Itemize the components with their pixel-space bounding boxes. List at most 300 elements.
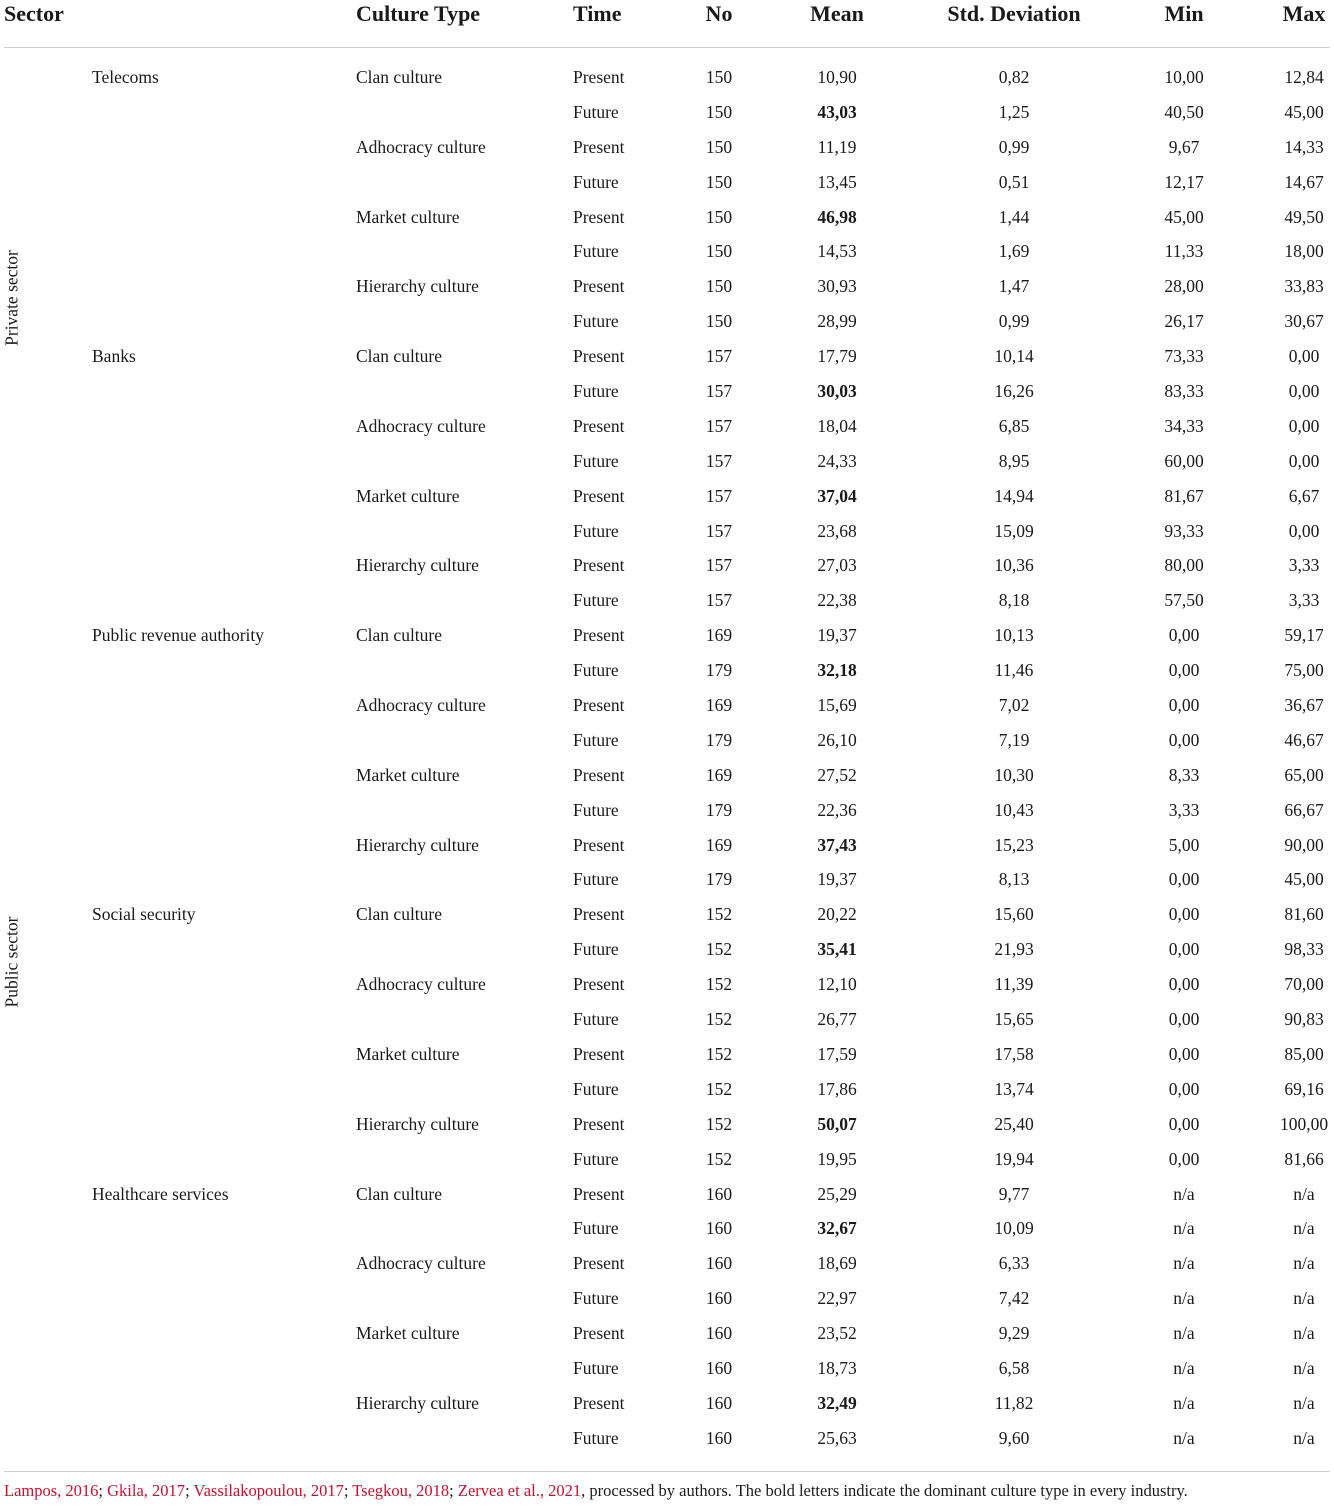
time-cell: Future [573, 1427, 619, 1448]
max-cell: 69,16 [1284, 1078, 1324, 1099]
table-row [0, 1387, 1334, 1422]
std-deviation-cell: 10,14 [994, 346, 1034, 367]
std-deviation-cell: 15,60 [994, 904, 1034, 925]
time-cell: Present [573, 1113, 625, 1134]
max-cell: 65,00 [1284, 764, 1324, 785]
header-divider [4, 47, 1330, 48]
table-row [0, 1108, 1334, 1143]
min-cell: 40,50 [1164, 101, 1204, 122]
culture-type-cell: Market culture [356, 1043, 460, 1064]
culture-type-cell: Market culture [356, 764, 460, 785]
min-cell: 26,17 [1164, 311, 1204, 332]
culture-type-cell: Market culture [356, 1323, 460, 1344]
std-deviation-cell: 19,94 [994, 1148, 1034, 1169]
mean-cell: 18,73 [817, 1357, 857, 1378]
std-deviation-cell: 13,74 [994, 1078, 1034, 1099]
reference-link[interactable]: Gkila, 2017 [107, 1481, 186, 1500]
max-cell: 90,83 [1284, 1009, 1324, 1030]
min-cell: n/a [1173, 1427, 1195, 1448]
table-row [0, 1038, 1334, 1073]
table-row [0, 689, 1334, 724]
table-row [0, 235, 1334, 270]
culture-type-cell: Hierarchy culture [356, 834, 479, 855]
table-row [0, 340, 1334, 375]
min-cell: n/a [1173, 1392, 1195, 1413]
table-row [0, 480, 1334, 515]
std-deviation-cell: 11,82 [994, 1392, 1034, 1413]
footnote-text: , processed by authors. The bold letters indicate the dominant culture type in every industry. [581, 1481, 1188, 1500]
table-row [0, 1317, 1334, 1352]
time-cell: Future [573, 799, 619, 820]
reference-separator: ; [98, 1481, 108, 1500]
no-cell: 157 [705, 381, 733, 402]
reference-separator: ; [449, 1481, 458, 1500]
time-cell: Future [573, 1357, 619, 1378]
std-deviation-cell: 1,69 [998, 241, 1030, 262]
min-cell: 45,00 [1164, 206, 1204, 227]
mean-cell: 37,43 [817, 834, 857, 855]
table-row [0, 724, 1334, 759]
mean-cell: 10,90 [817, 67, 857, 87]
time-cell: Present [573, 206, 625, 227]
max-cell: 66,67 [1284, 799, 1324, 820]
mean-cell: 46,98 [817, 206, 857, 227]
table-row [0, 933, 1334, 968]
std-deviation-cell: 7,42 [998, 1288, 1030, 1309]
mean-cell: 19,95 [817, 1148, 857, 1169]
min-cell: 11,33 [1164, 241, 1204, 262]
std-deviation-cell: 0,51 [998, 171, 1030, 192]
sector-label-private: Private sector [1, 250, 22, 346]
table-row [0, 1073, 1334, 1108]
mean-cell: 27,03 [817, 555, 857, 576]
no-cell: 150 [705, 67, 733, 87]
no-cell: 160 [705, 1288, 733, 1309]
min-cell: 0,00 [1168, 974, 1200, 995]
no-cell: 169 [705, 834, 733, 855]
std-deviation-cell: 1,44 [998, 206, 1030, 227]
no-cell: 152 [705, 1043, 733, 1064]
time-cell: Present [573, 276, 625, 297]
min-cell: 10,00 [1164, 67, 1204, 87]
min-cell: 0,00 [1168, 1113, 1200, 1134]
max-cell: 0,00 [1288, 520, 1320, 541]
max-cell: n/a [1293, 1357, 1315, 1378]
no-cell: 157 [705, 485, 733, 506]
time-cell: Future [573, 381, 619, 402]
mean-cell: 17,86 [817, 1078, 857, 1099]
no-cell: 152 [705, 904, 733, 925]
std-deviation-cell: 9,77 [998, 1183, 1030, 1204]
table-row [0, 863, 1334, 898]
std-deviation-cell: 15,09 [994, 520, 1034, 541]
culture-type-cell: Hierarchy culture [356, 555, 479, 576]
culture-type-cell: Hierarchy culture [356, 276, 479, 297]
std-deviation-cell: 21,93 [994, 939, 1034, 960]
max-cell: 18,00 [1284, 241, 1324, 262]
std-deviation-cell: 0,82 [998, 67, 1030, 87]
max-cell: 0,00 [1288, 346, 1320, 367]
culture-type-cell: Clan culture [356, 904, 443, 925]
table-row [0, 1282, 1334, 1317]
std-deviation-cell: 10,36 [994, 555, 1034, 576]
min-cell: 34,33 [1164, 415, 1204, 436]
time-cell: Future [573, 1078, 619, 1099]
min-cell: n/a [1173, 1357, 1195, 1378]
max-cell: 36,67 [1284, 695, 1324, 716]
max-cell: 49,50 [1284, 206, 1324, 227]
min-cell: 81,67 [1164, 485, 1204, 506]
std-deviation-cell: 25,40 [994, 1113, 1034, 1134]
header-std-deviation: Std. Deviation [947, 1, 1081, 26]
max-cell: n/a [1293, 1183, 1315, 1204]
table-footnote [4, 1481, 1188, 1501]
no-cell: 157 [705, 520, 733, 541]
no-cell: 152 [705, 939, 733, 960]
no-cell: 150 [705, 206, 733, 227]
table-row [0, 549, 1334, 584]
std-deviation-cell: 0,99 [998, 311, 1030, 332]
time-cell: Future [573, 939, 619, 960]
max-cell: 81,60 [1284, 904, 1324, 925]
max-cell: 14,67 [1284, 171, 1324, 192]
max-cell: 12,84 [1284, 67, 1324, 87]
no-cell: 157 [705, 450, 733, 471]
mean-cell: 28,99 [817, 311, 857, 332]
reference-link[interactable]: Vassilakopoulou, 2017 [193, 1481, 344, 1500]
mean-cell: 30,03 [817, 381, 857, 402]
table-row [0, 410, 1334, 445]
no-cell: 152 [705, 974, 733, 995]
min-cell: 8,33 [1168, 764, 1200, 785]
std-deviation-cell: 1,25 [998, 101, 1030, 122]
mean-cell: 22,36 [817, 799, 857, 820]
header-time: Time [573, 1, 622, 26]
min-cell: n/a [1173, 1183, 1195, 1204]
table-row [0, 270, 1334, 305]
no-cell: 179 [705, 869, 733, 890]
time-cell: Future [573, 1148, 619, 1169]
min-cell: 28,00 [1164, 276, 1204, 297]
no-cell: 150 [705, 136, 733, 157]
min-cell: 5,00 [1168, 834, 1200, 855]
time-cell: Future [573, 311, 619, 332]
min-cell: 0,00 [1168, 1148, 1200, 1169]
std-deviation-cell: 15,23 [994, 834, 1034, 855]
mean-cell: 17,79 [817, 346, 857, 367]
mean-cell: 26,10 [817, 729, 857, 750]
mean-cell: 25,29 [817, 1183, 857, 1204]
table-row [0, 619, 1334, 654]
std-deviation-cell: 15,65 [994, 1009, 1034, 1030]
mean-cell: 18,04 [817, 415, 857, 436]
header-min: Min [1164, 1, 1204, 26]
mean-cell: 19,37 [817, 625, 857, 646]
time-cell: Present [573, 1043, 625, 1064]
min-cell: 60,00 [1164, 450, 1204, 471]
max-cell: n/a [1293, 1218, 1315, 1239]
header-sector: Sector [4, 1, 64, 26]
time-cell: Future [573, 171, 619, 192]
no-cell: 150 [705, 241, 733, 262]
no-cell: 179 [705, 660, 733, 681]
table-row [0, 375, 1334, 410]
std-deviation-cell: 0,99 [998, 136, 1030, 157]
table-header [0, 0, 1334, 30]
no-cell: 179 [705, 799, 733, 820]
mean-cell: 23,52 [817, 1323, 857, 1344]
time-cell: Future [573, 660, 619, 681]
table-row [0, 968, 1334, 1003]
max-cell: 0,00 [1288, 450, 1320, 471]
time-cell: Present [573, 625, 625, 646]
no-cell: 160 [705, 1253, 733, 1274]
min-cell: n/a [1173, 1288, 1195, 1309]
footnote-references [4, 1481, 581, 1500]
mean-cell: 30,93 [817, 276, 857, 297]
table-row [0, 166, 1334, 201]
std-deviation-cell: 7,02 [998, 695, 1030, 716]
time-cell: Future [573, 729, 619, 750]
max-cell: 90,00 [1284, 834, 1324, 855]
time-cell: Future [573, 241, 619, 262]
table-row [0, 131, 1334, 166]
culture-type-cell: Adhocracy culture [356, 415, 486, 436]
max-cell: 85,00 [1284, 1043, 1324, 1064]
culture-type-cell: Clan culture [356, 67, 443, 87]
min-cell: 0,00 [1168, 625, 1200, 646]
table-row [0, 829, 1334, 864]
max-cell: 100,00 [1279, 1113, 1329, 1134]
reference-link[interactable]: Lampos, 2016 [4, 1481, 99, 1500]
min-cell: 0,00 [1168, 1078, 1200, 1099]
table-row [0, 445, 1334, 480]
table-row [0, 654, 1334, 689]
no-cell: 157 [705, 415, 733, 436]
no-cell: 160 [705, 1427, 733, 1448]
no-cell: 160 [705, 1218, 733, 1239]
mean-cell: 20,22 [817, 904, 857, 925]
table-row [0, 1178, 1334, 1213]
min-cell: 0,00 [1168, 869, 1200, 890]
max-cell: n/a [1293, 1392, 1315, 1413]
time-cell: Present [573, 764, 625, 785]
mean-cell: 43,03 [817, 101, 857, 122]
mean-cell: 12,10 [817, 974, 857, 995]
table-row [0, 61, 1334, 96]
std-deviation-cell: 6,33 [998, 1253, 1030, 1274]
std-deviation-cell: 11,46 [994, 660, 1034, 681]
std-deviation-cell: 14,94 [994, 485, 1034, 506]
time-cell: Future [573, 101, 619, 122]
max-cell: 33,83 [1284, 276, 1324, 297]
time-cell: Present [573, 136, 625, 157]
std-deviation-cell: 17,58 [994, 1043, 1034, 1064]
time-cell: Future [573, 1288, 619, 1309]
time-cell: Future [573, 450, 619, 471]
table-row [0, 584, 1334, 619]
industry-cell: Public revenue authority [92, 625, 265, 646]
no-cell: 169 [705, 764, 733, 785]
time-cell: Future [573, 590, 619, 611]
industry-cell: Social security [92, 904, 196, 925]
industry-cell: Healthcare services [92, 1183, 229, 1204]
max-cell: 46,67 [1284, 729, 1324, 750]
table-row [0, 96, 1334, 131]
std-deviation-cell: 10,43 [994, 799, 1034, 820]
time-cell: Present [573, 1323, 625, 1344]
header-max: Max [1282, 1, 1326, 26]
time-cell: Future [573, 1009, 619, 1030]
mean-cell: 17,59 [817, 1043, 857, 1064]
no-cell: 160 [705, 1323, 733, 1344]
table-row [0, 1143, 1334, 1178]
table-row [0, 201, 1334, 236]
min-cell: 0,00 [1168, 1043, 1200, 1064]
time-cell: Present [573, 415, 625, 436]
table-row [0, 794, 1334, 829]
max-cell: n/a [1293, 1323, 1315, 1344]
min-cell: n/a [1173, 1253, 1195, 1274]
no-cell: 160 [705, 1392, 733, 1413]
time-cell: Present [573, 695, 625, 716]
time-cell: Present [573, 67, 625, 87]
min-cell: n/a [1173, 1218, 1195, 1239]
std-deviation-cell: 11,39 [994, 974, 1034, 995]
no-cell: 150 [705, 171, 733, 192]
max-cell: 81,66 [1284, 1148, 1324, 1169]
culture-type-cell: Adhocracy culture [356, 1253, 486, 1274]
std-deviation-cell: 10,09 [994, 1218, 1034, 1239]
mean-cell: 19,37 [817, 869, 857, 890]
min-cell: 12,17 [1164, 171, 1204, 192]
no-cell: 157 [705, 590, 733, 611]
mean-cell: 37,04 [817, 485, 857, 506]
std-deviation-cell: 1,47 [998, 276, 1030, 297]
time-cell: Present [573, 1183, 625, 1204]
culture-type-cell: Adhocracy culture [356, 974, 486, 995]
mean-cell: 25,63 [817, 1427, 857, 1448]
mean-cell: 18,69 [817, 1253, 857, 1274]
std-deviation-cell: 8,13 [998, 869, 1030, 890]
time-cell: Future [573, 1218, 619, 1239]
culture-type-cell: Adhocracy culture [356, 136, 486, 157]
max-cell: n/a [1293, 1253, 1315, 1274]
table-row [0, 1422, 1334, 1457]
max-cell: 98,33 [1284, 939, 1324, 960]
no-cell: 152 [705, 1148, 733, 1169]
sector-label-public: Public sector [1, 916, 22, 1008]
time-cell: Present [573, 555, 625, 576]
max-cell: 59,17 [1284, 625, 1324, 646]
min-cell: 0,00 [1168, 939, 1200, 960]
table-row [0, 759, 1334, 794]
min-cell: 0,00 [1168, 1009, 1200, 1030]
culture-type-cell: Market culture [356, 485, 460, 506]
table-body [0, 61, 1334, 1457]
no-cell: 152 [705, 1113, 733, 1134]
min-cell: 3,33 [1168, 799, 1200, 820]
min-cell: 0,00 [1168, 660, 1200, 681]
max-cell: 3,33 [1288, 555, 1320, 576]
std-deviation-cell: 7,19 [998, 729, 1030, 750]
min-cell: 9,67 [1168, 136, 1200, 157]
reference-separator: ; [343, 1481, 353, 1500]
reference-separator: ; [185, 1481, 194, 1500]
mean-cell: 23,68 [817, 520, 857, 541]
no-cell: 160 [705, 1183, 733, 1204]
mean-cell: 11,19 [817, 136, 857, 157]
table-row [0, 515, 1334, 550]
max-cell: 30,67 [1284, 311, 1324, 332]
time-cell: Future [573, 520, 619, 541]
max-cell: 0,00 [1288, 381, 1320, 402]
mean-cell: 50,07 [817, 1113, 857, 1134]
mean-cell: 32,49 [817, 1392, 857, 1413]
max-cell: 3,33 [1288, 590, 1320, 611]
no-cell: 152 [705, 1009, 733, 1030]
header-culture-type: Culture Type [356, 1, 481, 26]
time-cell: Present [573, 974, 625, 995]
industry-cell: Banks [92, 346, 136, 367]
industry-cell: Telecoms [92, 67, 159, 87]
time-cell: Present [573, 834, 625, 855]
mean-cell: 32,18 [817, 660, 857, 681]
no-cell: 160 [705, 1357, 733, 1378]
mean-cell: 35,41 [817, 939, 857, 960]
culture-type-cell: Hierarchy culture [356, 1113, 479, 1134]
header-no: No [705, 1, 733, 26]
time-cell: Future [573, 869, 619, 890]
no-cell: 169 [705, 695, 733, 716]
no-cell: 150 [705, 311, 733, 332]
mean-cell: 13,45 [817, 171, 857, 192]
max-cell: 14,33 [1284, 136, 1324, 157]
table-row [0, 1352, 1334, 1387]
culture-type-cell: Clan culture [356, 625, 443, 646]
footer-divider [4, 1471, 1330, 1472]
mean-cell: 32,67 [817, 1218, 857, 1239]
max-cell: 0,00 [1288, 415, 1320, 436]
mean-cell: 15,69 [817, 695, 857, 716]
max-cell: 6,67 [1288, 485, 1320, 506]
std-deviation-cell: 9,60 [998, 1427, 1030, 1448]
min-cell: 93,33 [1164, 520, 1204, 541]
std-deviation-cell: 8,18 [998, 590, 1030, 611]
max-cell: n/a [1293, 1288, 1315, 1309]
culture-type-cell: Clan culture [356, 346, 443, 367]
mean-cell: 22,97 [817, 1288, 857, 1309]
time-cell: Present [573, 1253, 625, 1274]
min-cell: 0,00 [1168, 729, 1200, 750]
culture-type-cell: Adhocracy culture [356, 695, 486, 716]
no-cell: 157 [705, 555, 733, 576]
no-cell: 152 [705, 1078, 733, 1099]
min-cell: 0,00 [1168, 695, 1200, 716]
culture-type-cell: Clan culture [356, 1183, 443, 1204]
reference-link[interactable]: Tsegkou, 2018 [352, 1481, 450, 1500]
min-cell: 57,50 [1164, 590, 1204, 611]
mean-cell: 22,38 [817, 590, 857, 611]
time-cell: Present [573, 346, 625, 367]
std-deviation-cell: 10,30 [994, 764, 1034, 785]
max-cell: 75,00 [1284, 660, 1324, 681]
std-deviation-cell: 16,26 [994, 381, 1034, 402]
reference-link[interactable]: Zervea et al., 2021 [457, 1481, 582, 1500]
std-deviation-cell: 6,85 [998, 415, 1030, 436]
max-cell: 70,00 [1284, 974, 1324, 995]
min-cell: n/a [1173, 1323, 1195, 1344]
